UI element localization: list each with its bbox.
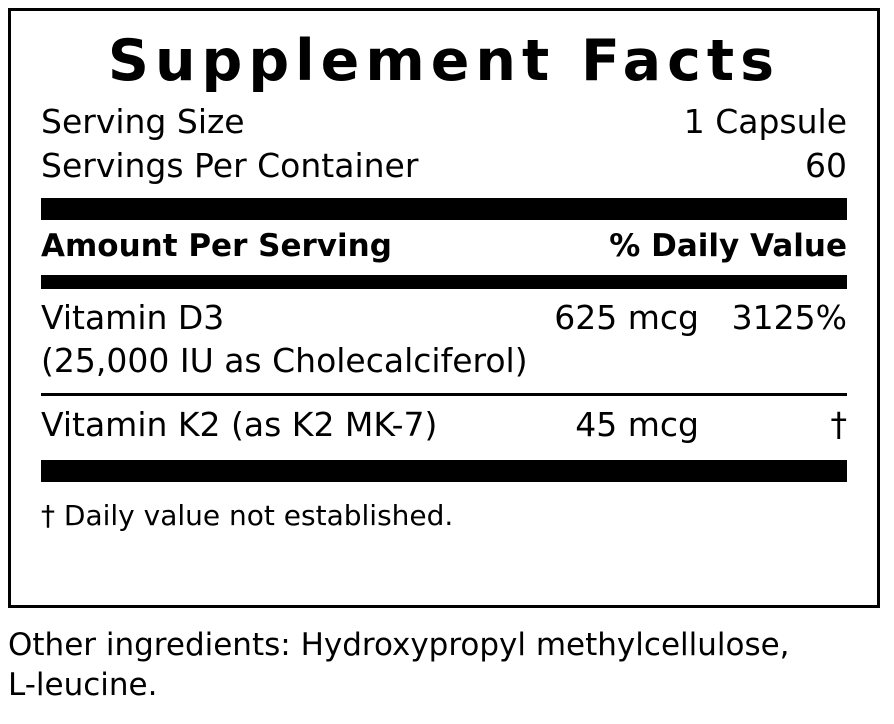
nutrient-row: [41, 396, 847, 451]
nutrient-main-line: [41, 297, 847, 340]
serving-size-value: 1 Capsule: [683, 102, 847, 141]
divider-thick-top: [41, 198, 847, 220]
servings-per-container-value: 60: [805, 146, 847, 186]
nutrient-name: Vitamin D3: [41, 297, 225, 337]
page-title: Supplement Facts: [107, 28, 781, 94]
column-headers-row: [41, 220, 847, 270]
nutrient-main-line: [41, 404, 847, 447]
footnote: † Daily value not established.: [41, 499, 454, 533]
supplement-facts-panel: [8, 8, 880, 608]
nutrient-row: [41, 289, 847, 387]
servings-per-container-row: [41, 144, 847, 188]
amount-per-serving-header: Amount Per Serving: [41, 228, 392, 265]
serving-size-label: Serving Size: [41, 102, 245, 141]
other-ingredients: [8, 625, 888, 706]
nutrient-daily-value: †: [830, 404, 847, 444]
nutrient-amount: 625 mcg: [554, 297, 699, 337]
divider-medium-under-headers: [41, 275, 847, 289]
nutrient-subtext: (25,000 IU as Cholecalciferol): [41, 340, 528, 380]
nutrient-name: Vitamin K2 (as K2 MK-7): [41, 404, 438, 444]
divider-thick-bottom: [41, 460, 847, 482]
servings-per-container-label: Servings Per Container: [41, 146, 419, 186]
daily-value-header: % Daily Value: [609, 228, 847, 265]
nutrient-daily-value: 3125%: [731, 297, 847, 337]
serving-size-row: [41, 100, 847, 144]
nutrient-amount: 45 mcg: [575, 404, 699, 444]
other-ingredients-line-1: Other ingredients: Hydroxypropyl methylcellulose,: [8, 627, 790, 663]
other-ingredients-line-2: L-leucine.: [8, 667, 158, 704]
